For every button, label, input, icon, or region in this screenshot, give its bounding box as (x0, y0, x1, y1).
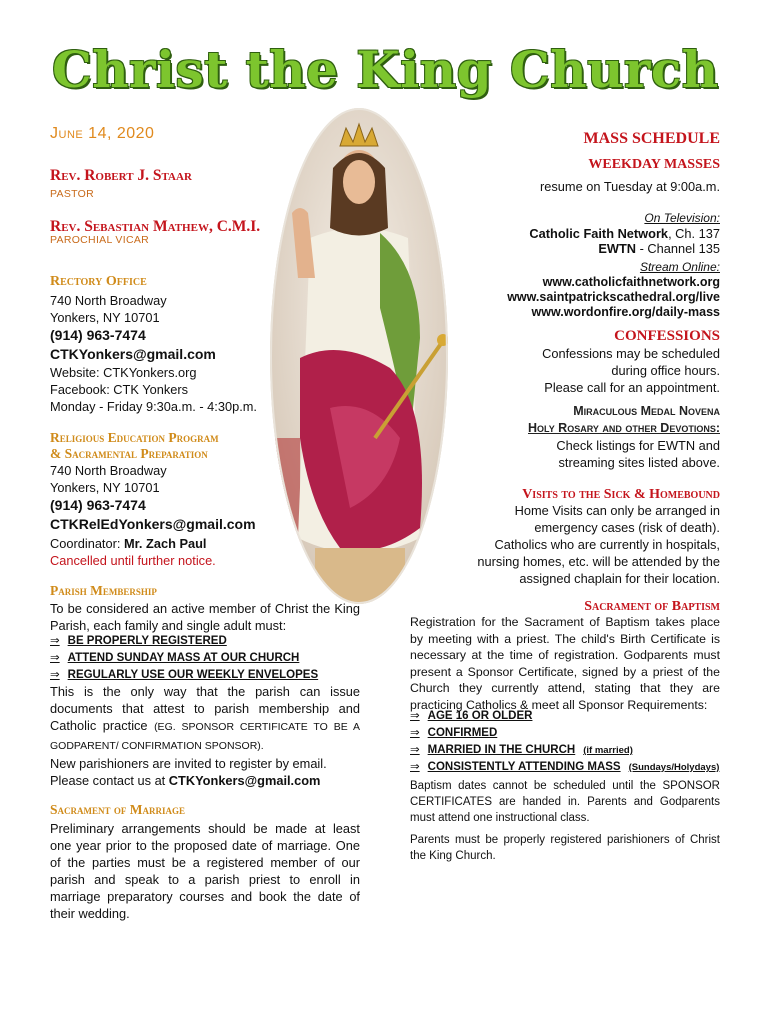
membership-contact-email[interactable]: CTKYonkers@gmail.com (168, 773, 321, 788)
coordinator-label: Coordinator: (50, 536, 124, 551)
membership-paragraph-2: New parishioners are invited to register by email. Please contact us at CTKYonkers@gmail.com (50, 756, 327, 788)
novena-heading-1: Miraculous Medal Novena (573, 404, 720, 418)
tv-line-1: Catholic Faith Network, Ch. 137 (529, 226, 720, 241)
stream-links (507, 275, 720, 320)
stream-link-st-patricks[interactable]: www.saintpatrickscathedral.org/live (507, 290, 720, 304)
weekday-masses-heading: WEEKDAY MASSES (588, 157, 720, 172)
list-item: ⇒ BE PROPERLY REGISTERED (50, 633, 360, 650)
novena-heading-2: Holy Rosary and other Devotions: (528, 421, 720, 435)
confessions-heading: CONFESSIONS (614, 328, 720, 344)
tv-line-2: EWTN - Channel 135 (598, 241, 720, 256)
rectory-facebook[interactable]: Facebook: CTK Yonkers (50, 382, 188, 397)
rectory-email[interactable]: CTKYonkers@gmail.com (50, 346, 216, 362)
double-arrow-icon: ⇒ (410, 710, 420, 722)
membership-intro: To be considered an active member of Christ the King Parish, each family and single adult must: (50, 601, 360, 633)
stream-link-cfn[interactable]: www.catholicfaithnetwork.org (542, 275, 720, 289)
stream-label: Stream Online: (639, 260, 720, 274)
list-item: ⇒ ATTEND SUNDAY MASS AT OUR CHURCH (50, 650, 360, 667)
vicar-role: PAROCHIAL VICAR (50, 234, 150, 246)
bulletin-date: June 14, 2020 (50, 125, 155, 142)
membership-requirements-list (50, 633, 360, 684)
weekday-resume-text: resume on Tuesday at 9:00a.m. (540, 179, 720, 194)
membership-paragraph-1: This is the only way that the parish can issue documents that attest to parish membership and Catholic practice (EG. SPONSOR CERTIFICATE TO BE A GODPARENT/ CONFIRMATION SPONSOR). (50, 684, 360, 752)
stream-link-word-on-fire[interactable]: www.wordonfire.org/daily-mass (531, 305, 720, 319)
double-arrow-icon: ⇒ (410, 727, 420, 739)
religious-ed-heading-1: Religious Education Program (50, 430, 219, 445)
double-arrow-icon: ⇒ (410, 744, 420, 756)
pastor-role: PASTOR (50, 188, 95, 200)
baptism-paragraph-1: Registration for the Sacrament of Baptism takes place by meeting with a priest. The child's Birth Certificate is necessary at the time of registration. Godparents must present a Sponsor Certificate, signed by a priest of the Church they currently attend, stating that they are practicing Catholics & meet all Sponsor Requirements: (410, 615, 720, 712)
visits-heading: Visits to the Sick & Homebound (522, 487, 720, 502)
rectory-address-line-2: Yonkers, NY 10701 (50, 310, 160, 325)
baptism-requirements-list (410, 708, 720, 776)
list-item: ⇒ CONFIRMED (410, 725, 720, 742)
religious-ed-cancelled-notice: Cancelled until further notice. (50, 553, 216, 568)
religious-ed-heading-2: & Sacramental Preparation (50, 446, 208, 461)
double-arrow-icon: ⇒ (50, 635, 60, 647)
visits-text: Home Visits can only be arranged in emergency cases (risk of death). Catholics who are currently in hospitals, nursing homes, etc. will be attended by the assigned chaplain for their location. (477, 503, 720, 586)
rectory-phone[interactable]: (914) 963-7474 (50, 327, 146, 343)
confessions-text: Confessions may be scheduled during office hours. Please call for an appointment. (542, 346, 720, 395)
religious-ed-phone[interactable]: (914) 963-7474 (50, 497, 146, 513)
membership-heading: Parish Membership (50, 583, 157, 598)
religious-ed-address-line-2: Yonkers, NY 10701 (50, 480, 160, 495)
double-arrow-icon: ⇒ (50, 652, 60, 664)
list-item: ⇒ CONSISTENTLY ATTENDING MASS (Sundays/Holydays) (410, 759, 720, 776)
double-arrow-icon: ⇒ (50, 669, 60, 681)
rectory-hours: Monday - Friday 9:30a.m. - 4:30p.m. (50, 399, 257, 414)
religious-ed-coordinator (50, 535, 206, 552)
religious-ed-email[interactable]: CTKRelEdYonkers@gmail.com (50, 516, 256, 532)
rectory-website[interactable]: Website: CTKYonkers.org (50, 365, 197, 380)
novena-text: Check listings for EWTN and streaming sites listed above. (556, 438, 720, 470)
marriage-text: Preliminary arrangements should be made at least one year prior to the proposed date of marriage. One of the parties must be a registered member of our parish and speak to a parish priest to enroll in marriage preparatory courses and book the date of their wedding. (50, 821, 360, 921)
christ-the-king-statue-image (270, 108, 448, 604)
list-item: ⇒ MARRIED IN THE CHURCH (if married) (410, 742, 720, 759)
coordinator-name: Mr. Zach Paul (123, 536, 207, 551)
vicar-name: Rev. Sebastian Mathew, C.M.I. (50, 218, 261, 235)
baptism-paragraph-3: Parents must be properly registered parishioners of Christ the King Church. (410, 834, 720, 862)
page-title: Christ the King Church (52, 40, 719, 99)
religious-ed-address-line-1: 740 North Broadway (50, 463, 167, 478)
tv-label: On Television: (644, 211, 720, 225)
baptism-heading: Sacrament of Baptism (584, 599, 720, 614)
mass-schedule-heading: MASS SCHEDULE (583, 130, 720, 147)
marriage-heading: Sacrament of Marriage (50, 802, 185, 817)
baptism-paragraph-2: Baptism dates cannot be scheduled until the SPONSOR CERTIFICATES are handed in. Parents and Godparents must attend one instructional class. (410, 780, 720, 824)
list-item: ⇒ AGE 16 OR OLDER (410, 708, 720, 725)
rectory-address-line-1: 740 North Broadway (50, 293, 167, 308)
rectory-heading: Rectory Office (50, 274, 147, 289)
pastor-name: Rev. Robert J. Staar (50, 167, 192, 184)
list-item: ⇒ REGULARLY USE OUR WEEKLY ENVELOPES (50, 667, 360, 684)
double-arrow-icon: ⇒ (410, 761, 420, 773)
